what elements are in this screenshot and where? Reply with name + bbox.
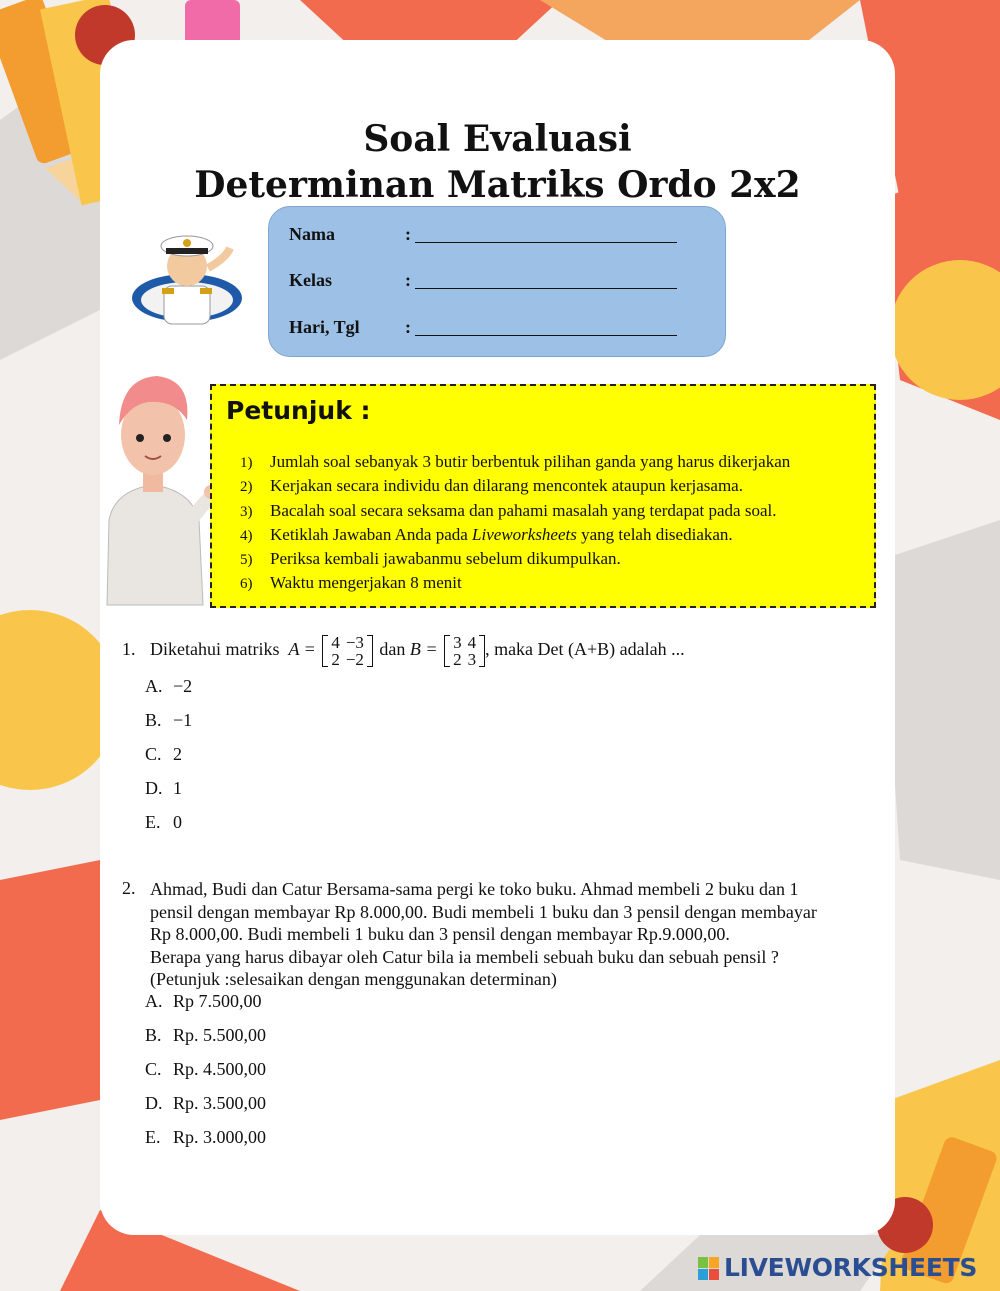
class-row: Kelas : bbox=[289, 270, 677, 291]
instruction-item: 4) Ketiklah Jawaban Anda pada Liveworksheets yang telah disediakan. bbox=[240, 524, 733, 544]
class-field[interactable] bbox=[415, 270, 677, 289]
q1-option-a[interactable]: A. −2 bbox=[145, 676, 193, 696]
q2-option-c[interactable]: C. Rp. 4.500,00 bbox=[145, 1059, 267, 1079]
matrix-a-label: A = bbox=[288, 639, 316, 660]
instruction-item: 3) Bacalah soal secara seksama dan pahami masalah yang terdapat pada soal. bbox=[240, 500, 777, 520]
instruction-item: 6) Waktu mengerjakan 8 menit bbox=[240, 573, 462, 593]
instructions-title: Petunjuk : bbox=[226, 396, 371, 425]
instructions-list bbox=[240, 452, 790, 598]
question-2-number: 2. bbox=[122, 878, 136, 898]
q2-option-e[interactable]: E. Rp. 3.000,00 bbox=[145, 1127, 267, 1147]
date-row: Hari, Tgl : bbox=[289, 317, 677, 338]
matrix-b: 3 4 2 3 bbox=[444, 634, 485, 668]
question-1: 1. Diketahui matriks A = 4 −3 2 −2 dan B = 3 4 2 3 , maka Det (A+B) adalah ... bbox=[122, 633, 685, 669]
title-line-1: Soal Evaluasi bbox=[363, 118, 632, 160]
title-line-2: Determinan Matriks Ordo 2x2 bbox=[194, 164, 801, 206]
instruction-item: 5) Periksa kembali jawabanmu sebelum dikumpulkan. bbox=[240, 549, 621, 569]
q2-option-d[interactable]: D. Rp. 3.500,00 bbox=[145, 1093, 267, 1113]
q1-option-b[interactable]: B. −1 bbox=[145, 710, 193, 730]
presenter-mascot-image bbox=[95, 370, 215, 610]
matrix-b-label: B = bbox=[409, 639, 438, 660]
officer-mascot-image bbox=[122, 218, 252, 338]
name-row: Nama : bbox=[289, 224, 677, 245]
q1-option-d[interactable]: D. 1 bbox=[145, 778, 182, 798]
q2-option-b[interactable]: B. Rp. 5.500,00 bbox=[145, 1025, 267, 1045]
instructions-box bbox=[210, 384, 876, 608]
liveworksheets-brand[interactable]: LIVEWORKSHEETS bbox=[724, 1253, 978, 1282]
class-label: Kelas bbox=[289, 270, 332, 290]
liveworksheets-logo-icon bbox=[698, 1257, 720, 1281]
date-field[interactable] bbox=[415, 317, 677, 336]
instruction-item: 2) Kerjakan secara individu dan dilarang mencontek ataupun kerjasama. bbox=[240, 476, 743, 496]
q1-option-c[interactable]: C. 2 bbox=[145, 744, 182, 764]
name-field[interactable] bbox=[415, 224, 677, 243]
instruction-item: 1) Jumlah soal sebanyak 3 butir berbentuk pilihan ganda yang harus dikerjakan bbox=[240, 452, 791, 471]
identity-box bbox=[268, 206, 726, 357]
question-1-number: 1. bbox=[122, 639, 136, 660]
q1-option-e[interactable]: E. 0 bbox=[145, 812, 182, 832]
date-label: Hari, Tgl bbox=[289, 317, 360, 337]
q2-option-a[interactable]: A. Rp 7.500,00 bbox=[145, 991, 262, 1011]
question-2-text: Ahmad, Budi dan Catur Bersama-sama pergi ke toko buku. Ahmad membeli 2 buku dan 1 pensil dengan membayar Rp 8.000,00. Budi membeli 1 buku dan 3 pensil dengan membayar Rp 8.000,00. Budi membeli 1 buku dan 3 pensil dengan membayar Rp.9.000,00. Berapa yang harus dibayar oleh Catur bila ia membeli sebuah buku dan sebuah pensil ? (Petunjuk :selesaikan dengan menggunakan determinan) bbox=[150, 879, 817, 989]
name-label: Nama bbox=[289, 224, 335, 244]
matrix-a: 4 −3 2 −2 bbox=[322, 634, 373, 668]
